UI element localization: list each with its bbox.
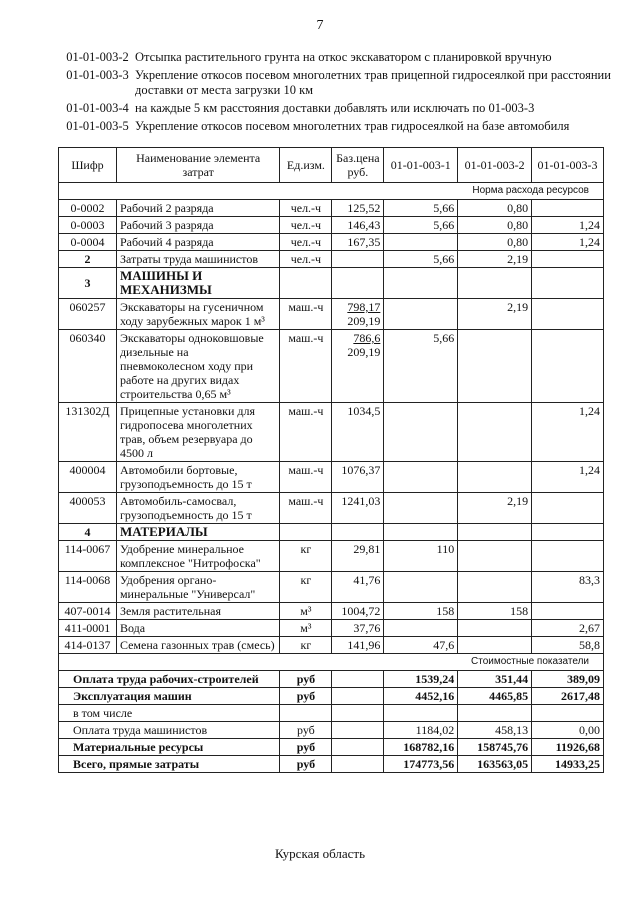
code-description: Укрепление откосов посевом многолетних трав гидросеялкой на базе автомобиля [135,119,570,133]
cell-name: Рабочий 2 разряда [116,200,280,217]
cell-code: 407-0014 [59,603,117,620]
table-row [59,493,604,524]
total-v2: 351,44 [458,671,532,688]
cell-v3: 1,24 [532,403,604,462]
table-row [59,541,604,572]
norm-label: Норма расхода ресурсов [59,183,604,200]
cell-unit: маш.-ч [280,493,332,524]
cell-v2 [458,462,532,493]
cell-unit: м³ [280,620,332,637]
code: 01-01-003-2 [66,50,129,64]
cell-name: Автомобиль-самосвал, грузоподъемность до 15 т [116,493,280,524]
cell-unit: кг [280,637,332,654]
cell-v1: 5,66 [384,251,458,268]
cell-code: 400053 [59,493,117,524]
total-unit: руб [280,739,332,756]
cell-code: 114-0067 [59,541,117,572]
price-main: 798,17 [347,300,381,314]
cell-code: 4 [59,524,117,541]
cell-v1 [384,620,458,637]
total-v1 [384,705,458,722]
cell-price: 1034,5 [332,403,384,462]
cell-v2: 0,80 [458,200,532,217]
cell-v3 [532,299,604,330]
cell-code: 400004 [59,462,117,493]
cell-code: 0-0004 [59,234,117,251]
table-row [59,234,604,251]
footer-region: Курская область [274,846,365,861]
total-unit [280,705,332,722]
cell-price: 141,96 [332,637,384,654]
cell-v3: 83,3 [532,572,604,603]
cell-name: Удобрение минеральное комплексное "Нитрофоска" [116,541,280,572]
cell-name: Земля растительная [116,603,280,620]
cell-name: Рабочий 3 разряда [116,217,280,234]
table-row [59,330,604,403]
cell-price [332,330,384,403]
header-col2: 01-01-003-2 [458,148,532,183]
cell-price: 29,81 [332,541,384,572]
cost-label-row [59,654,604,671]
cell-v1: 110 [384,541,458,572]
cell-v2 [458,572,532,603]
cell-v1: 5,66 [384,200,458,217]
total-name: Материальные ресурсы [59,739,280,756]
cell-unit: м³ [280,603,332,620]
cell-code: 060340 [59,330,117,403]
cell-v2: 0,80 [458,234,532,251]
cell-code: 411-0001 [59,620,117,637]
table-row [59,299,604,330]
cell-code: 131302Д [59,403,117,462]
cost-label: Стоимостные показатели [59,654,604,671]
table-row [59,200,604,217]
cell-v1 [384,403,458,462]
cell-unit: чел.-ч [280,251,332,268]
cell-v3: 1,24 [532,462,604,493]
cell-v3 [532,603,604,620]
total-unit: руб [280,688,332,705]
header-unit: Ед.изм. [280,148,332,183]
cell-unit: маш.-ч [280,330,332,403]
cell-price [332,251,384,268]
code-description: на каждые 5 км расстояния доставки добавлять или исключать по 01-003-3 [135,101,535,115]
code-description: Отсыпка растительного грунта на откос экскаватором с планировкой вручную [135,50,552,64]
total-v3: 389,09 [532,671,604,688]
total-v1: 1184,02 [384,722,458,739]
cell-v2 [458,541,532,572]
cell-unit: чел.-ч [280,234,332,251]
cell-v2: 2,19 [458,493,532,524]
resource-table [58,147,604,773]
total-name: Оплата труда машинистов [59,722,280,739]
cell-name: Вода [116,620,280,637]
cell-v1: 47,6 [384,637,458,654]
cell-unit: чел.-ч [280,217,332,234]
total-v1: 168782,16 [384,739,458,756]
total-name: Оплата труда рабочих-строителей [59,671,280,688]
code-description: Укрепление откосов посевом многолетних трав прицепной гидросеялкой при расстоянии доставки от места загрузки 10 км [135,68,611,97]
cell-v1 [384,462,458,493]
header-col1: 01-01-003-1 [384,148,458,183]
total-v3: 0,00 [532,722,604,739]
cell-price: 1076,37 [332,462,384,493]
total-v3: 11926,68 [532,739,604,756]
code-row [60,119,620,134]
cell-code: 0-0003 [59,217,117,234]
cell-v2 [458,620,532,637]
total-row [59,722,604,739]
code: 01-01-003-4 [66,101,129,115]
total-name: в том числе [59,705,280,722]
cell-v3 [532,200,604,217]
cell-name: Экскаваторы одноковшовые дизельные на пневмоколесном ходу при работе на других видах строительства 0,65 м³ [116,330,280,403]
cell-price: 41,76 [332,572,384,603]
header-price: Баз.цена руб. [332,148,384,183]
table-row [59,217,604,234]
cell-v2 [458,330,532,403]
cell-unit: кг [280,541,332,572]
cell-code: 414-0137 [59,637,117,654]
cell-v1: 5,66 [384,330,458,403]
code-row [60,101,620,116]
cell-v3: 58,8 [532,637,604,654]
table-row [59,572,604,603]
total-unit: руб [280,756,332,773]
total-v3: 14933,25 [532,756,604,773]
cell-v2: 158 [458,603,532,620]
section-3-row [59,268,604,299]
cell-unit: чел.-ч [280,200,332,217]
cell-v2: 2,19 [458,299,532,330]
price-wage: 209,19 [347,345,381,359]
cell-v3 [532,541,604,572]
total-row [59,705,604,722]
cell-v1 [384,299,458,330]
cell-name: Прицепные установки для гидропосева многолетних трав, объем резервуара до 4500 л [116,403,280,462]
cell-v2: 2,19 [458,251,532,268]
total-v2: 163563,05 [458,756,532,773]
page-number: 7 [316,18,324,33]
cell-name: Рабочий 4 разряда [116,234,280,251]
total-name: Всего, прямые затраты [59,756,280,773]
total-row [59,756,604,773]
cell-code: 0-0002 [59,200,117,217]
cell-v3 [532,330,604,403]
section-title: МАТЕРИАЛЫ [116,524,280,541]
total-v1: 174773,56 [384,756,458,773]
cell-v3 [532,493,604,524]
norm-label-row [59,183,604,200]
cell-name: Автомобили бортовые, грузоподъемность до 15 т [116,462,280,493]
total-row [59,688,604,705]
price-main: 786,6 [353,331,381,345]
cell-unit: маш.-ч [280,403,332,462]
code: 01-01-003-5 [66,119,129,133]
cell-code: 2 [59,251,117,268]
code-row [60,50,620,65]
total-unit: руб [280,671,332,688]
cell-v2 [458,403,532,462]
table-row [59,403,604,462]
cell-name: Экскаваторы на гусеничном ходу зарубежных марок 1 м³ [116,299,280,330]
cell-code: 114-0068 [59,572,117,603]
cell-v1: 5,66 [384,217,458,234]
total-v2: 4465,85 [458,688,532,705]
price-wage: 209,19 [347,314,381,328]
header-name: Наименование элемента затрат [116,148,280,183]
total-v3 [532,705,604,722]
cell-v3 [532,251,604,268]
cell-price: 1004,72 [332,603,384,620]
table-row [59,603,604,620]
total-v1: 1539,24 [384,671,458,688]
code-row [60,68,620,98]
table-row [59,620,604,637]
cell-code: 060257 [59,299,117,330]
cell-v1 [384,572,458,603]
total-row [59,671,604,688]
header-code: Шифр [59,148,117,183]
cell-v3: 2,67 [532,620,604,637]
cell-v1 [384,493,458,524]
cell-price: 1241,03 [332,493,384,524]
cell-price: 125,52 [332,200,384,217]
cell-price: 146,43 [332,217,384,234]
table-header-row [59,148,604,183]
total-v2: 458,13 [458,722,532,739]
cell-price: 37,76 [332,620,384,637]
table-row [59,462,604,493]
section-title: МАШИНЫ И МЕХАНИЗМЫ [116,268,280,299]
cell-v3: 1,24 [532,234,604,251]
cell-v2: 0,80 [458,217,532,234]
total-row [59,739,604,756]
cell-price: 167,35 [332,234,384,251]
header-col3: 01-01-003-3 [532,148,604,183]
cell-v1: 158 [384,603,458,620]
cell-price [332,299,384,330]
cell-v2 [458,637,532,654]
total-v2: 158745,76 [458,739,532,756]
total-name: Эксплуатация машин [59,688,280,705]
total-v1: 4452,16 [384,688,458,705]
cell-unit: маш.-ч [280,462,332,493]
code-descriptions [60,50,620,137]
total-v2 [458,705,532,722]
cell-code: 3 [59,268,117,299]
section-2-row [59,251,604,268]
code: 01-01-003-3 [66,68,129,82]
cell-name: Удобрения органо-минеральные "Универсал" [116,572,280,603]
cell-v3: 1,24 [532,217,604,234]
section-4-row [59,524,604,541]
cell-v1 [384,234,458,251]
cell-name: Семена газонных трав (смесь) [116,637,280,654]
total-v3: 2617,48 [532,688,604,705]
table-row [59,637,604,654]
cell-unit: кг [280,572,332,603]
cell-name: Затраты труда машинистов [116,251,280,268]
total-unit: руб [280,722,332,739]
cell-unit: маш.-ч [280,299,332,330]
